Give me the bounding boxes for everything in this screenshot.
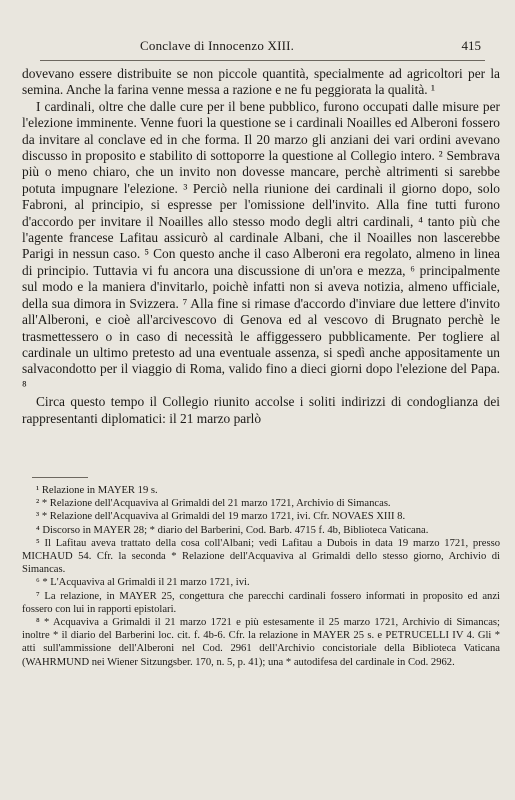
page-number: 415 <box>461 38 481 53</box>
running-header <box>40 38 485 56</box>
footnote: ³ * Relazione dell'Acquaviva al Grimaldi del 19 marzo 1721, ivi. Cfr. NOVAES XIII 8. <box>36 511 406 523</box>
footnote: ⁸ * Acquaviva a Grimaldi il 21 marzo 1721 e più estesamente il 25 marzo 1721, Archivio di Simancas; inoltre * il diario del Barberini loc. cit. f. 4b-6. Cfr. la relazione in MAYER 25 s. e PETRUCELLI IV 4. Gli * atti sull'ammissione dell'Alberoni nel Cod. 2961 dell'Archivio concistoriale della Biblioteca Vaticana (WAHRMUND nei Wiener Sitzungsber. 170, n. 5, p. 41); una * autodifesa del cardinale in Cod. 2962. <box>22 617 500 668</box>
footnote: ⁴ Discorso in MAYER 28; * diario del Barberini, Cod. Barb. 4715 f. 4b, Biblioteca Vaticana. <box>36 524 429 536</box>
main-text <box>22 66 500 427</box>
footnote-separator <box>32 477 88 478</box>
paragraph: I cardinali, oltre che dalle cure per il bene pubblico, furono occupati dalle misure per l'elezione imminente. Venne fuori la questione se i cardinali Noailles ed Alberoni fossero da invitare al conclave ed in che forma. Il 20 marzo gli anziani dei vari ordini avevano discusso in proposito e stabilito di sottoporre la questione al Collegio intero. ² Sembrava più o meno chiaro, che un invito non dovesse mancare, perchè altrimenti si sarebbe potuta impugnare l'elezione. ³ Perciò nella riunione dei cardinali il giorno dopo, solo Fabroni, al principio, si espresse per l'omissione dell'invito. Alla fine tutti furono d'accordo per invitare il Noailles allo stesso modo degli altri cardinali, ⁴ tanto più che l'agente francese Lafitau assicurò al cardinale Albani, che il Noailles non lascerebbe Parigi in nessun caso. ⁵ Con questo anche il caso Alberoni era regolato, almeno in linea di principio. Tuttavia vi fu ancora una discussione di un'ora e mezza, ⁶ principalmente sul modo e la maniera d'invitarlo, poichè infatti non si aveva notizia, almeno ufficiale, della sua dimora in Svizzera. ⁷ Alla fine si rimase d'accordo d'inviare due lettere d'invito all'Alberoni, e cioè all'arcivescovo di Genova ed al vescovo di Brugnato perchè le trasmettessero o in caso di necessità le affiggessero pubblicamente. Per togliere al cardinale un ultimo pretesto ad una eventuale assenza, si spedì anche appositamente un salvacondotto per il viaggio di Roma, valido fino a dieci giorni dopo l'elezione del Papa. ⁸ <box>22 98 500 393</box>
footnote: ⁵ Il Lafitau aveva trattato della cosa coll'Albani; vedi Lafitau a Dubois in data 19 marzo 1721, presso MICHAUD 54. Cfr. la seconda * Relazione dell'Acquaviva al Grimaldi dello stesso giorno, Archivio di Simancas. <box>22 537 500 576</box>
footnote: ⁷ La relazione, in MAYER 25, congettura che parecchi cardinali fossero informati in proposito ed anzi fossero con lui in rapporti epistolari. <box>22 590 500 615</box>
running-title: Conclave di Innocenzo XIII. <box>140 38 295 53</box>
header-rule <box>40 60 485 61</box>
paragraph-continued: dovevano essere distribuite se non piccole quantità, specialmente ad agricoltori per la semina. Anche la farina venne messa a razione e ne fu peggiorata la qualità. ¹ <box>22 66 500 98</box>
footnote: ² * Relazione dell'Acquaviva al Grimaldi del 21 marzo 1721, Archivio di Simancas. <box>36 498 391 510</box>
footnote: ¹ Relazione in MAYER 19 s. <box>36 485 158 496</box>
paragraph: Circa questo tempo il Collegio riunito accolse i soliti indirizzi di condoglianza dei rappresentanti diplomatici: il 21 marzo parlò <box>22 394 500 426</box>
footnotes <box>22 484 500 669</box>
footnote: ⁶ * L'Acquaviva al Grimaldi il 21 marzo 1721, ivi. <box>36 577 250 589</box>
